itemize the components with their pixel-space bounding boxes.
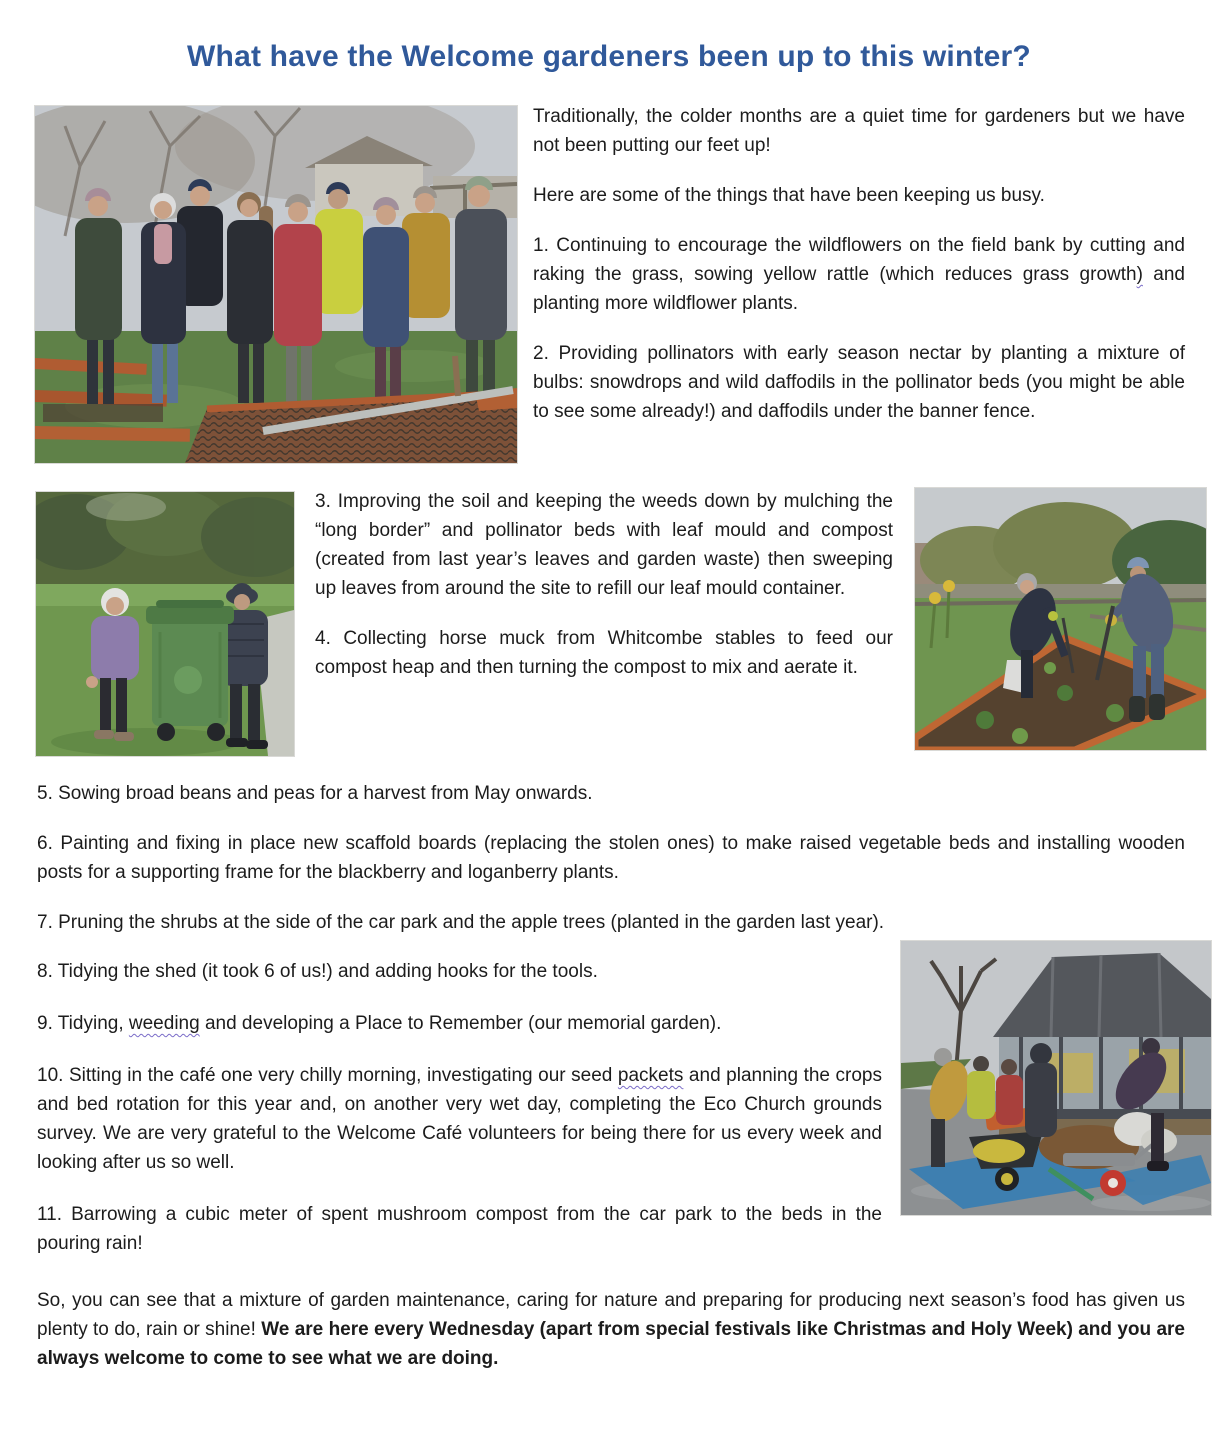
middle-text-block xyxy=(315,487,893,703)
item-8: 8. Tidying the shed (it took 6 of us!) and adding hooks for the tools. xyxy=(37,961,598,982)
item-9 xyxy=(37,1009,882,1038)
item-9-squiggle: weeding xyxy=(128,1013,200,1034)
item-1-text: 1. Continuing to encourage the wildflowers on the field bank by cutting and raking the grass, sowing yellow rattle (which reduces grass growth xyxy=(533,235,1185,285)
item-5: 5. Sowing broad beans and peas for a harvest from May onwards. xyxy=(37,783,593,804)
closing-normal-text: So, you can see that a mixture of garden maintenance, caring for nature and preparing for producing next season’s food has given us plenty to do, rain or shine! xyxy=(37,1290,1185,1340)
photo-gardeners-group xyxy=(35,106,517,463)
photo-wheelie-bin xyxy=(36,492,294,756)
closing-paragraph xyxy=(37,1286,1185,1373)
intro-paragraph-2: Here are some of the things that have been keeping us busy. xyxy=(533,185,1045,206)
item-9-text: 9. Tidying, xyxy=(37,1013,129,1034)
full-width-items-block xyxy=(37,779,1185,958)
item-1-text-end: and planting more wildflower plants. xyxy=(533,264,1185,314)
item-10 xyxy=(37,1061,882,1177)
gardeners-group-illustration xyxy=(35,106,517,463)
item-7: 7. Pruning the shrubs at the side of the car park and the apple trees (planted in the garden last year). xyxy=(37,912,885,933)
item-4: 4. Collecting horse muck from Whitcombe stables to feed our compost heap and then turning the compost to mix and aerate it. xyxy=(315,628,893,678)
green-wheelie-bin xyxy=(146,600,234,741)
item-6: 6. Painting and fixing in place new scaffold boards (replacing the stolen ones) to make raised vegetable beds and installing wooden posts for a supporting frame for the blackberry and loganberry plants. xyxy=(37,833,1185,883)
item-3: 3. Improving the soil and keeping the weeds down by mulching the “long border” and pollinator beds with leaf mould and compost (created from last year’s leaves and garden waste) then sweeping up leaves from around the site to refill our leaf mould container. xyxy=(315,491,893,599)
wheelbarrows-cafe-illustration xyxy=(901,941,1211,1215)
intro-paragraph-1: Traditionally, the colder months are a quiet time for gardeners but we have not been putting our feet up! xyxy=(533,106,1185,156)
closing-bold-text: We are here every Wednesday (apart from special festivals like Christmas and Holy Week) and you are always welcome to come to see what we are doing. xyxy=(37,1319,1185,1369)
item-10-text-end: and planning the crops and bed rotation for this year and, on another very wet day, completing the Eco Church grounds survey. We are very grateful to the Welcome Café volunteers for being there for us every week and looking after us so well. xyxy=(37,1065,882,1173)
wheelie-bin-illustration xyxy=(36,492,294,756)
item-9-text-end: and developing a Place to Remember (our memorial garden). xyxy=(199,1013,722,1034)
photo-raised-bed-digging xyxy=(915,488,1206,750)
photo-wheelbarrows-cafe xyxy=(901,941,1211,1215)
intro-text-block xyxy=(533,102,1185,447)
item-11: 11. Barrowing a cubic meter of spent mushroom compost from the car park to the beds in the pouring rain! xyxy=(37,1204,882,1254)
item-1-squiggle: ) xyxy=(1136,264,1143,285)
item-1 xyxy=(533,231,1185,318)
closing-block xyxy=(37,1286,1185,1394)
item-10-text: 10. Sitting in the café one very chilly morning, investigating our seed xyxy=(37,1065,618,1086)
item-10-squiggle: packets xyxy=(617,1065,684,1086)
page-title: What have the Welcome gardeners been up to this winter? xyxy=(187,40,1031,73)
raised-bed-illustration xyxy=(915,488,1206,750)
item-2: 2. Providing pollinators with early season nectar by planting a mixture of bulbs: snowdrops and wild daffodils in the pollinator beds (you might be able to see some already!) and daffodils under the banner fence. xyxy=(533,343,1185,422)
narrow-items-block xyxy=(37,957,882,1281)
